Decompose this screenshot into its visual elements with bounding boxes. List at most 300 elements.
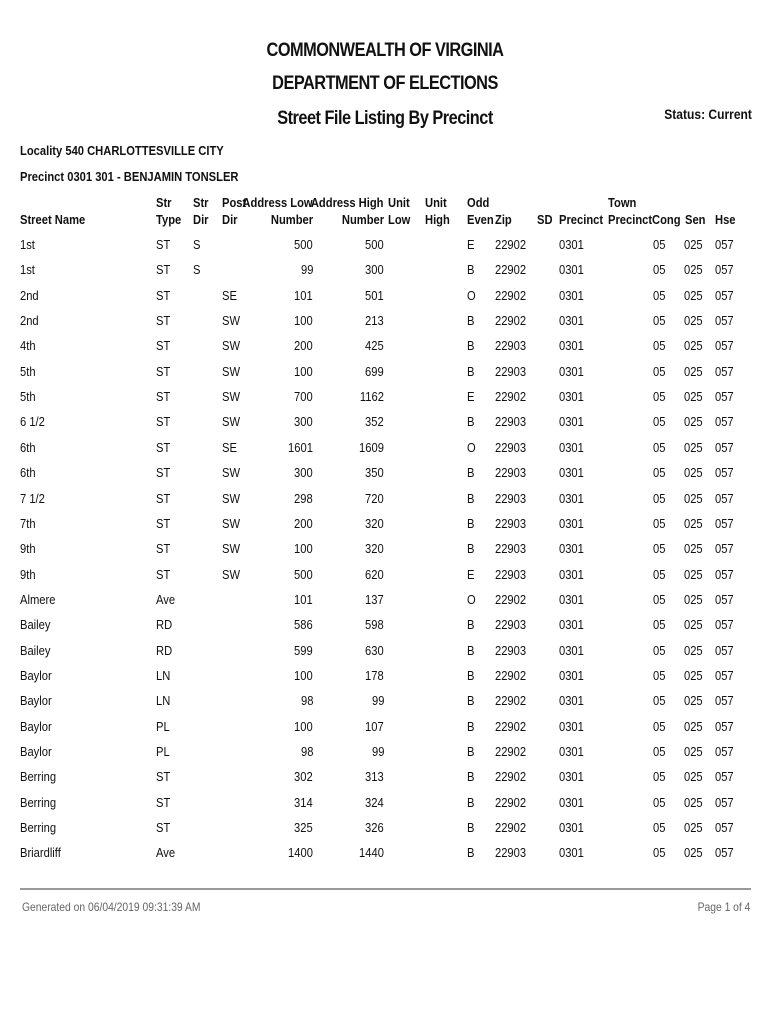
- cell-addr-high: 107: [365, 718, 384, 734]
- cell-odd-even: B: [467, 490, 475, 506]
- cell-street-name: 6th: [20, 439, 36, 455]
- cell-zip: 22902: [495, 591, 527, 607]
- cell-odd-even: E: [467, 566, 475, 582]
- cell-sen: 025: [684, 566, 703, 582]
- cell-addr-high: 500: [365, 237, 384, 252]
- cell-precinct: 0301: [559, 541, 584, 557]
- cell-str-type: ST: [156, 465, 171, 481]
- cell-zip: 22902: [495, 667, 527, 683]
- cell-sen: 025: [684, 617, 703, 633]
- cell-str-type: Ave: [156, 845, 176, 861]
- cell-sen: 025: [684, 414, 703, 430]
- cell-odd-even: B: [467, 515, 475, 531]
- cell-precinct: 0301: [559, 465, 584, 481]
- cell-str-type: ST: [156, 541, 171, 557]
- col-unit-low-2: Low: [388, 212, 411, 227]
- cell-hse: 057: [715, 693, 734, 709]
- cell-street-name: Baylor: [20, 693, 52, 709]
- cell-odd-even: B: [467, 744, 475, 759]
- cell-zip: 22903: [495, 363, 527, 379]
- cell-cong: 05: [653, 820, 666, 836]
- cell-odd-even: B: [467, 693, 475, 709]
- table-row: [0, 237, 770, 262]
- cell-street-name: 2nd: [20, 313, 39, 329]
- cell-addr-low: 302: [294, 769, 313, 785]
- cell-street-name: 5th: [20, 363, 36, 379]
- cell-str-type: ST: [156, 389, 171, 405]
- cell-cong: 05: [653, 490, 666, 506]
- cell-odd-even: B: [467, 363, 475, 379]
- cell-precinct: 0301: [559, 769, 584, 785]
- cell-precinct: 0301: [559, 363, 584, 379]
- cell-addr-low: 700: [294, 389, 313, 405]
- locality-label: Locality 540 CHARLOTTESVILLE CITY: [20, 143, 224, 158]
- table-row: [0, 693, 770, 718]
- cell-cong: 05: [653, 744, 666, 759]
- cell-addr-high: 620: [365, 566, 384, 582]
- cell-precinct: 0301: [559, 667, 584, 683]
- table-row: [0, 795, 770, 820]
- table-row: [0, 820, 770, 845]
- generated-timestamp: Generated on 06/04/2019 09:31:39 AM: [22, 900, 201, 914]
- cell-addr-low: 98: [300, 693, 313, 709]
- col-post-dir-1: Post: [222, 195, 247, 210]
- cell-cong: 05: [653, 617, 666, 633]
- cell-sen: 025: [684, 693, 703, 709]
- table-row: [0, 465, 770, 490]
- cell-street-name: 5th: [20, 389, 36, 405]
- cell-hse: 057: [715, 363, 734, 379]
- col-town-precinct-2: Precinct: [608, 212, 653, 227]
- cell-precinct: 0301: [559, 439, 584, 455]
- cell-addr-low: 298: [294, 490, 313, 506]
- cell-street-name: Bailey: [20, 642, 51, 658]
- table-row: [0, 389, 770, 414]
- cell-street-name: 2nd: [20, 287, 39, 303]
- cell-addr-low: 599: [294, 642, 313, 658]
- cell-addr-low: 200: [294, 338, 313, 354]
- cell-odd-even: B: [467, 845, 475, 861]
- col-post-dir-2: Dir: [222, 212, 238, 227]
- cell-addr-high: 598: [365, 617, 384, 633]
- cell-addr-high: 313: [365, 769, 384, 785]
- cell-cong: 05: [653, 769, 666, 785]
- cell-addr-low: 200: [294, 515, 313, 531]
- table-row: [0, 262, 770, 287]
- cell-post-dir: SE: [222, 439, 237, 455]
- col-zip: Zip: [495, 212, 512, 227]
- cell-hse: 057: [715, 794, 734, 810]
- cell-cong: 05: [653, 465, 666, 481]
- cell-cong: 05: [653, 439, 666, 455]
- cell-street-name: 4th: [20, 338, 36, 354]
- col-addr-low-2: Number: [270, 212, 313, 227]
- cell-addr-low: 1601: [288, 439, 313, 455]
- cell-sen: 025: [684, 744, 703, 759]
- cell-odd-even: B: [467, 769, 475, 785]
- cell-zip: 22903: [495, 490, 527, 506]
- footer-divider: [20, 888, 751, 890]
- cell-street-name: 1st: [20, 237, 35, 252]
- cell-addr-high: 137: [365, 591, 384, 607]
- cell-str-type: ST: [156, 287, 171, 303]
- cell-str-type: LN: [156, 693, 171, 709]
- table-row: [0, 567, 770, 592]
- cell-hse: 057: [715, 642, 734, 658]
- cell-precinct: 0301: [559, 490, 584, 506]
- table-row: [0, 516, 770, 541]
- cell-str-dir: S: [193, 262, 201, 278]
- cell-cong: 05: [653, 262, 666, 278]
- cell-precinct: 0301: [559, 237, 584, 252]
- cell-str-type: ST: [156, 490, 171, 506]
- col-street-name: Street Name: [20, 212, 86, 227]
- cell-odd-even: B: [467, 541, 475, 557]
- table-row: [0, 769, 770, 794]
- cell-odd-even: B: [467, 794, 475, 810]
- cell-addr-low: 100: [294, 313, 313, 329]
- cell-zip: 22903: [495, 465, 527, 481]
- cell-str-type: Ave: [156, 591, 176, 607]
- cell-str-type: RD: [156, 642, 173, 658]
- cell-precinct: 0301: [559, 338, 584, 354]
- cell-addr-high: 1162: [359, 389, 384, 405]
- cell-cong: 05: [653, 287, 666, 303]
- cell-hse: 057: [715, 845, 734, 861]
- cell-hse: 057: [715, 287, 734, 303]
- cell-addr-high: 1609: [359, 439, 384, 455]
- precinct-label: Precinct 0301 301 - BENJAMIN TONSLER: [20, 169, 239, 184]
- cell-addr-low: 100: [294, 363, 313, 379]
- col-addr-high-1: Address High: [311, 195, 384, 210]
- cell-zip: 22902: [495, 262, 527, 278]
- table-row: [0, 440, 770, 465]
- cell-sen: 025: [684, 338, 703, 354]
- cell-zip: 22902: [495, 237, 527, 252]
- cell-hse: 057: [715, 591, 734, 607]
- cell-addr-high: 699: [365, 363, 384, 379]
- cell-sen: 025: [684, 237, 703, 252]
- col-cong: Cong: [652, 212, 681, 227]
- cell-sen: 025: [684, 515, 703, 531]
- cell-hse: 057: [715, 237, 734, 252]
- cell-str-type: LN: [156, 667, 171, 683]
- cell-street-name: Briardliff: [20, 845, 61, 861]
- cell-cong: 05: [653, 389, 666, 405]
- col-unit-high-1: Unit: [425, 195, 447, 210]
- table-row: [0, 491, 770, 516]
- table-row: [0, 668, 770, 693]
- cell-precinct: 0301: [559, 287, 584, 303]
- cell-hse: 057: [715, 515, 734, 531]
- cell-addr-low: 300: [294, 465, 313, 481]
- report-title-line3: Street File Listing By Precinct: [277, 108, 493, 129]
- cell-hse: 057: [715, 465, 734, 481]
- cell-str-type: ST: [156, 262, 171, 278]
- cell-str-type: PL: [156, 718, 170, 734]
- cell-addr-low: 98: [300, 744, 313, 759]
- cell-zip: 22902: [495, 389, 527, 405]
- cell-street-name: 6 1/2: [20, 414, 45, 430]
- cell-str-type: ST: [156, 820, 171, 836]
- cell-hse: 057: [715, 566, 734, 582]
- cell-cong: 05: [653, 693, 666, 709]
- cell-hse: 057: [715, 744, 734, 759]
- cell-odd-even: B: [467, 338, 475, 354]
- cell-addr-high: 320: [365, 515, 384, 531]
- col-str-type-1: Str: [156, 195, 172, 210]
- cell-addr-low: 100: [294, 667, 313, 683]
- cell-odd-even: B: [467, 313, 475, 329]
- cell-zip: 22903: [495, 338, 527, 354]
- col-str-dir-1: Str: [193, 195, 209, 210]
- cell-zip: 22903: [495, 617, 527, 633]
- cell-post-dir: SW: [222, 515, 241, 531]
- cell-zip: 22902: [495, 718, 527, 734]
- table-row: [0, 744, 770, 769]
- cell-zip: 22902: [495, 693, 527, 709]
- cell-precinct: 0301: [559, 718, 584, 734]
- cell-sen: 025: [684, 845, 703, 861]
- cell-addr-high: 320: [365, 541, 384, 557]
- cell-str-type: ST: [156, 439, 171, 455]
- cell-cong: 05: [653, 515, 666, 531]
- cell-cong: 05: [653, 667, 666, 683]
- cell-str-type: ST: [156, 566, 171, 582]
- cell-precinct: 0301: [559, 820, 584, 836]
- cell-precinct: 0301: [559, 591, 584, 607]
- cell-cong: 05: [653, 566, 666, 582]
- cell-hse: 057: [715, 414, 734, 430]
- cell-zip: 22903: [495, 642, 527, 658]
- cell-addr-low: 325: [294, 820, 313, 836]
- col-str-type-2: Type: [156, 212, 182, 227]
- table-row: [0, 643, 770, 668]
- cell-str-dir: S: [193, 237, 201, 252]
- cell-odd-even: O: [467, 439, 476, 455]
- cell-str-type: ST: [156, 338, 171, 354]
- cell-odd-even: B: [467, 642, 475, 658]
- cell-street-name: 6th: [20, 465, 36, 481]
- cell-post-dir: SW: [222, 465, 241, 481]
- cell-odd-even: B: [467, 465, 475, 481]
- cell-street-name: Baylor: [20, 667, 52, 683]
- cell-addr-low: 314: [294, 794, 313, 810]
- report-title-line1: COMMONWEALTH OF VIRGINIA: [266, 40, 504, 61]
- cell-street-name: Berring: [20, 794, 57, 810]
- cell-addr-high: 501: [365, 287, 384, 303]
- col-sen: Sen: [685, 212, 706, 227]
- cell-odd-even: E: [467, 237, 475, 252]
- cell-addr-high: 352: [365, 414, 384, 430]
- cell-post-dir: SE: [222, 287, 237, 303]
- cell-addr-high: 350: [365, 465, 384, 481]
- status-label: Status: Current: [664, 106, 752, 122]
- page-number: Page 1 of 4: [697, 900, 750, 914]
- table-row: [0, 617, 770, 642]
- cell-cong: 05: [653, 313, 666, 329]
- table-row: [0, 541, 770, 566]
- cell-cong: 05: [653, 794, 666, 810]
- cell-addr-high: 99: [371, 744, 384, 759]
- cell-zip: 22902: [495, 794, 527, 810]
- cell-odd-even: O: [467, 591, 476, 607]
- cell-cong: 05: [653, 718, 666, 734]
- cell-zip: 22903: [495, 541, 527, 557]
- cell-odd-even: B: [467, 820, 475, 836]
- col-addr-low-1: Address Low: [242, 195, 313, 210]
- cell-hse: 057: [715, 313, 734, 329]
- cell-post-dir: SW: [222, 338, 241, 354]
- cell-sen: 025: [684, 769, 703, 785]
- cell-hse: 057: [715, 490, 734, 506]
- cell-sen: 025: [684, 541, 703, 557]
- cell-precinct: 0301: [559, 845, 584, 861]
- cell-hse: 057: [715, 541, 734, 557]
- cell-sen: 025: [684, 439, 703, 455]
- cell-hse: 057: [715, 820, 734, 836]
- cell-zip: 22902: [495, 744, 527, 759]
- col-unit-low-1: Unit: [388, 195, 410, 210]
- cell-street-name: 7 1/2: [20, 490, 45, 506]
- cell-street-name: Baylor: [20, 744, 52, 759]
- col-town-precinct-1: Town: [608, 195, 637, 210]
- cell-addr-low: 100: [294, 718, 313, 734]
- cell-addr-low: 300: [294, 414, 313, 430]
- cell-cong: 05: [653, 845, 666, 861]
- cell-addr-high: 720: [365, 490, 384, 506]
- cell-zip: 22902: [495, 820, 527, 836]
- cell-sen: 025: [684, 389, 703, 405]
- cell-sen: 025: [684, 363, 703, 379]
- cell-addr-high: 178: [365, 667, 384, 683]
- cell-addr-low: 101: [294, 591, 313, 607]
- cell-addr-high: 630: [365, 642, 384, 658]
- cell-post-dir: SW: [222, 490, 241, 506]
- cell-sen: 025: [684, 642, 703, 658]
- cell-addr-high: 99: [371, 693, 384, 709]
- cell-addr-low: 99: [300, 262, 313, 278]
- cell-odd-even: B: [467, 718, 475, 734]
- col-hse: Hse: [715, 212, 736, 227]
- col-str-dir-2: Dir: [193, 212, 209, 227]
- cell-addr-high: 1440: [359, 845, 384, 861]
- cell-sen: 025: [684, 490, 703, 506]
- cell-addr-high: 425: [365, 338, 384, 354]
- cell-zip: 22903: [495, 515, 527, 531]
- cell-zip: 22903: [495, 414, 527, 430]
- cell-street-name: 9th: [20, 541, 36, 557]
- cell-str-type: RD: [156, 617, 173, 633]
- table-row: [0, 364, 770, 389]
- cell-hse: 057: [715, 262, 734, 278]
- cell-post-dir: SW: [222, 389, 241, 405]
- cell-str-type: PL: [156, 744, 170, 759]
- cell-precinct: 0301: [559, 693, 584, 709]
- cell-hse: 057: [715, 667, 734, 683]
- cell-street-name: Baylor: [20, 718, 52, 734]
- table-row: [0, 414, 770, 439]
- col-addr-high-2: Number: [341, 212, 384, 227]
- cell-cong: 05: [653, 642, 666, 658]
- cell-addr-high: 300: [365, 262, 384, 278]
- cell-sen: 025: [684, 718, 703, 734]
- cell-street-name: Berring: [20, 820, 57, 836]
- cell-hse: 057: [715, 389, 734, 405]
- cell-hse: 057: [715, 718, 734, 734]
- cell-precinct: 0301: [559, 794, 584, 810]
- cell-odd-even: B: [467, 667, 475, 683]
- cell-str-type: ST: [156, 414, 171, 430]
- cell-post-dir: SW: [222, 313, 241, 329]
- cell-post-dir: SW: [222, 414, 241, 430]
- report-title-line2: DEPARTMENT OF ELECTIONS: [272, 73, 498, 94]
- cell-zip: 22902: [495, 313, 527, 329]
- cell-hse: 057: [715, 617, 734, 633]
- cell-addr-low: 1400: [288, 845, 313, 861]
- table-row: [0, 288, 770, 313]
- cell-odd-even: O: [467, 287, 476, 303]
- cell-sen: 025: [684, 465, 703, 481]
- col-odd-even-1: Odd: [467, 195, 490, 210]
- cell-cong: 05: [653, 591, 666, 607]
- cell-precinct: 0301: [559, 515, 584, 531]
- cell-sen: 025: [684, 313, 703, 329]
- cell-cong: 05: [653, 363, 666, 379]
- cell-str-type: ST: [156, 313, 171, 329]
- cell-precinct: 0301: [559, 262, 584, 278]
- table-row: [0, 845, 770, 870]
- table-row: [0, 719, 770, 744]
- table-row: [0, 313, 770, 338]
- cell-addr-low: 500: [294, 237, 313, 252]
- cell-odd-even: B: [467, 262, 475, 278]
- table-row: [0, 338, 770, 363]
- cell-sen: 025: [684, 820, 703, 836]
- cell-hse: 057: [715, 338, 734, 354]
- cell-addr-high: 324: [365, 794, 384, 810]
- cell-addr-high: 213: [365, 313, 384, 329]
- cell-addr-low: 101: [294, 287, 313, 303]
- cell-cong: 05: [653, 237, 666, 252]
- cell-sen: 025: [684, 591, 703, 607]
- cell-street-name: 9th: [20, 566, 36, 582]
- cell-addr-low: 100: [294, 541, 313, 557]
- cell-cong: 05: [653, 338, 666, 354]
- cell-zip: 22902: [495, 287, 527, 303]
- cell-cong: 05: [653, 414, 666, 430]
- cell-addr-low: 586: [294, 617, 313, 633]
- cell-precinct: 0301: [559, 313, 584, 329]
- cell-street-name: 7th: [20, 515, 36, 531]
- cell-post-dir: SW: [222, 541, 241, 557]
- cell-street-name: Almere: [20, 591, 56, 607]
- cell-precinct: 0301: [559, 389, 584, 405]
- cell-addr-low: 500: [294, 566, 313, 582]
- cell-post-dir: SW: [222, 363, 241, 379]
- cell-sen: 025: [684, 794, 703, 810]
- cell-hse: 057: [715, 439, 734, 455]
- cell-odd-even: B: [467, 617, 475, 633]
- cell-str-type: ST: [156, 237, 171, 252]
- col-unit-high-2: High: [425, 212, 450, 227]
- col-odd-even-2: Even: [467, 212, 494, 227]
- cell-str-type: ST: [156, 769, 171, 785]
- cell-street-name: Bailey: [20, 617, 51, 633]
- table-header: [0, 194, 770, 234]
- cell-street-name: Berring: [20, 769, 57, 785]
- col-sd: SD: [537, 212, 553, 227]
